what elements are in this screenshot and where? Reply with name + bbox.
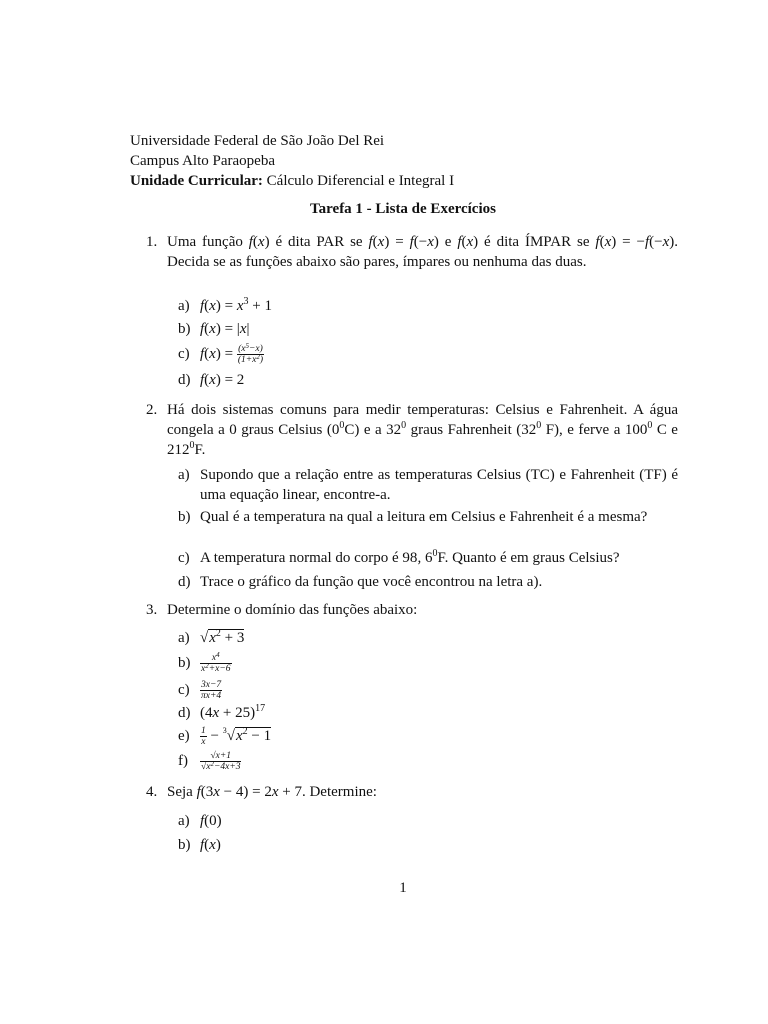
fraction: $\frac{√x+1}{√x^2-4x+3}$ [201,751,241,773]
item-label: b) [178,321,191,337]
page-title: Tarefa 1 - Lista de Exercícios [310,201,496,217]
question-text: Há dois sistemas comuns para medir temperaturas: Celsius e Fahrenheit. A água congela a 0 graus Celsius $(0^0C)$ e a $32^0$ graus Fahrenheit ($32^0$ F), e ferve a $100^0$ C e $212^0F$. [167,402,678,458]
list-item [178,680,678,701]
list-item [178,370,678,390]
page-number: 1 [399,880,407,896]
list-item [178,726,678,747]
item-text: Qual é a temperatura na qual a leitura em Celsius e Fahrenheit é a mesma? [200,509,648,525]
item-label: c) [178,346,190,362]
list-item [178,548,678,568]
list-item [178,296,678,316]
item-label: f) [178,753,188,769]
question-number: 1. [146,234,158,250]
item-label: a) [178,813,190,829]
item-formula [200,653,678,674]
item-label: a) [178,467,190,483]
document-header [130,131,454,191]
item-formula [200,751,678,772]
question-4 [146,782,678,802]
item-label: d) [178,372,191,388]
question-number: 3. [146,602,158,618]
question-2 [146,400,678,460]
question-number: 2. [146,402,158,418]
list-item [178,811,678,831]
item-formula: f(x) = $\frac{(x^5-x)}{(1+x^2)}$ [200,342,264,366]
item-label: a) [178,630,190,646]
item-formula: $(4x + 25)^{17}$ [200,703,266,721]
item-formula: f(x) = 2 [200,372,245,388]
question-text: Seja f(3x − 4) = 2x + 7. Determine: [167,784,377,800]
question-number: 4. [146,784,158,800]
item-label: e) [178,728,190,744]
item-formula: f(x) = |x| [200,321,250,337]
item-label: c) [178,550,190,566]
list-item [178,751,678,772]
item-text: A temperatura normal do corpo é 98, $6^0F$. Quanto é em graus Celsius? [200,548,620,566]
list-item [178,344,678,365]
course-line [130,171,454,191]
item-formula: $f(x) = x^3 + 1$ [200,296,272,314]
list-item [178,653,678,674]
list-item [178,628,678,648]
question-1 [146,232,678,272]
fraction: $\frac{x^4}{x^2+x-6}$ [201,651,231,675]
question-text: Uma função f(x) é dita PAR se f(x) = f(−x) e f(x) é dita ÍMPAR se f(x) = −f(−x). Decida se as funções abaixo são pares, ímpares ou nenhuma das duas. [167,234,678,270]
fraction: $\frac{1}{x}$ [201,726,206,748]
course-name: Cálculo Diferencial e Integral I [262,173,455,189]
item-label: b) [178,509,191,525]
item-label: b) [178,837,191,853]
item-formula: f(0) [200,813,222,829]
item-formula [200,680,678,701]
list-item [178,572,678,592]
fraction: $\frac{(x^5-x)}{(1+x^2)}$ [237,342,264,366]
question-3 [146,600,678,620]
item-label: b) [178,655,191,671]
item-text: Trace o gráfico da função que você encontrou na letra a). [200,574,543,590]
course-label: Unidade Curricular: [130,173,263,189]
university-name: Universidade Federal de São João Del Rei [130,133,385,149]
campus-name: Campus Alto Paraopeba [130,153,275,169]
question-text: Determine o domínio das funções abaixo: [167,602,418,618]
item-label: c) [178,682,190,698]
item-label: a) [178,298,190,314]
list-item [178,703,678,723]
item-label: d) [178,574,191,590]
list-item [178,835,678,855]
item-formula: f(x) [200,837,221,853]
list-item [178,465,678,505]
item-label: d) [178,705,191,721]
list-item [178,507,678,527]
item-formula: $√x^2 + 3$ [200,628,245,646]
item-formula: $\frac{1}{x}$ − $^3√x^2 - 1$ [201,726,272,748]
fraction: $\frac{3x-7}{\pi x+4}$ [201,680,222,702]
list-item [178,319,678,339]
item-text: Supondo que a relação entre as temperaturas Celsius (TC) e Fahrenheit (TF) é uma equação linear, encontre-a. [200,467,678,503]
